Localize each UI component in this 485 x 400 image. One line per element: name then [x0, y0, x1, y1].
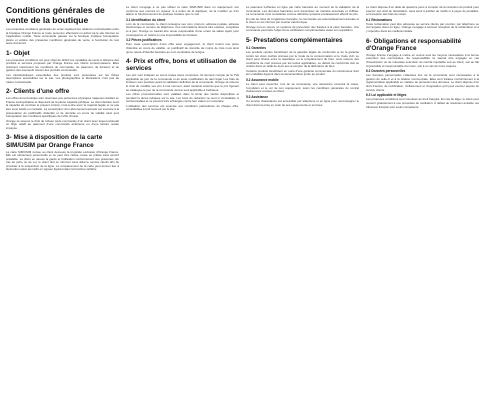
paragraph: Un service d'assistance est accessible par téléphone et en ligne pour accompagner le client dans la prise en main de ses équipements et services.: [246, 99, 359, 107]
paragraph: Orange se réserve le droit de refuser toute commande d'un client avec lequel existerait un litige relatif au paiement d'une commande antérieure ou d'une facture restée impayée.: [6, 118, 119, 130]
section-heading: 3- Mise à disposition de la carte SIM/USIM par Orange France: [6, 134, 103, 149]
paragraph: Les offres promotionnelles sont valables dans la limite des stocks disponibles et pendant la durée indiquée sur le site. Les bons de réduction ne sont ni cumulables ni remboursables et ne peuvent être échangés contre leur valeur en numéraire.: [126, 92, 239, 104]
paragraph: Les présentes conditions sont soumises au droit français. En cas de litige, le client peut recourir gratuitement à une procédure de médiation. À défaut de résolution amiable, les tribunaux français sont seuls compétents.: [366, 97, 479, 109]
subsection-heading: 5.3 Assistance: [246, 94, 269, 99]
document-title: Conditions générales de vente de la boutique: [6, 5, 105, 25]
paragraph: L'utilisation des services est soumise aux conditions particulières de chaque offre, consultables à tout moment sur le site.: [126, 103, 239, 112]
paragraph: Les caractéristiques essentielles des produits sont présentées sur les fiches descriptives accessibles sur le site. Les photographies et illustrations n'ont pas de valeur contractuelle.: [6, 72, 119, 84]
section-heading: 1- Objet: [6, 49, 30, 57]
paragraph: Les produits vendus bénéficient de la garantie légale de conformité et de la garantie contre les vices cachés prévues par le Code de la consommation et le Code civil. Le client peut choisir entre la réparation ou le remplacement du bien, sous réserve des conditions de coût prévues par les textes applicables. Le défaut de conformité doit se révéler dans un délai de deux ans à compter de la délivrance du bien.: [246, 50, 359, 69]
section-heading: 4- Prix et offre, bons et utilisation de services: [126, 58, 237, 73]
paragraph: Orange met en œuvre un système de prévention des fraudes à la carte bancaire. Une commande peut faire l'objet d'une vérification complémentaire avant son expédition.: [246, 24, 359, 33]
paragraph: Toute réclamation peut être adressée au service clients par courrier, par téléphone ou via l'espace client en ligne. Orange s'engage à accuser réception de la réclamation et à y répondre dans les meilleurs délais.: [366, 21, 479, 34]
column-3: [246, 6, 359, 396]
subsection-heading: 3.1 Identification du client: [126, 17, 166, 22]
paragraph: Lors de la commande, le client renseigne ses nom, prénom, adresse postale, adresse électronique et numéro de téléphone. Ces informations doivent être exactes, complètes et à jour. Orange ne saurait être tenue responsable d'une erreur de saisie ayant pour conséquence un retard ou une impossibilité de livraison.: [126, 21, 239, 37]
paragraph: En cas de refus de l'organisme bancaire, la commande est automatiquement annulée et le client en est informé par courrier électronique.: [246, 16, 359, 25]
section-heading: 2- Clients d'une offre: [6, 88, 70, 96]
paragraph: Les présentes conditions ont pour objet de définir les modalités de vente à distance des produits et services proposés par Orange France aux clients consommateurs. Elles précisent notamment les conditions de commande, de paiement, de livraison et de gestion des éventuels retours des produits commandés.: [6, 57, 119, 73]
paragraph: Le paiement s'effectue en ligne par carte bancaire au moment de la validation de la commande. Les données bancaires sont transmises de manière sécurisée et chiffrée. La commande n'est considérée comme définitive qu'après encaissement effectif du prix.: [246, 5, 359, 17]
section-heading: 5- Prestations complémentaires: [246, 36, 343, 44]
column-2: [126, 6, 239, 396]
paragraph: Le client peut souscrire, lors de sa commande, une assurance couvrant la casse, l'oxydation et le vol de son équipement, selon les conditions générales du contrat d'assurance remises au client.: [246, 82, 359, 94]
paragraph: Les offres de la boutique sont réservées aux personnes physiques majeures résidant en France métropolitaine et disposant de la pleine capacité juridique. Le client déclare avoir la capacité de conclure le présent contrat, c'est-à-dire avoir la majorité légale et ne pas être sous tutelle ou curatelle. La souscription d'un abonnement associé est soumise à la présentation de justificatifs d'identité et de domicile en cours de validité ainsi qu'à l'acceptation des conditions spécifiques de l'offre choisie.: [6, 96, 119, 119]
subsection-heading: 6.2 Données personnelles: [366, 69, 406, 74]
subsection-heading: 6.3 Loi applicable et litiges: [366, 93, 407, 98]
column-4: [366, 6, 479, 396]
paragraph: Certains produits bénéficient en outre d'une garantie commerciale du constructeur dont les modalités figurent dans la documentation jointe au produit.: [246, 68, 359, 77]
column-1: [6, 6, 119, 396]
subsection-heading: 6.1 Réclamations: [366, 17, 393, 22]
paragraph: Les données personnelles collectées lors de la commande sont nécessaires à la gestion de celle-ci et à la relation commerciale. Elles sont traitées conformément à la réglementation applicable en matière de protection des données. Le client dispose d'un droit d'accès, de rectification, d'effacement et d'opposition qu'il peut exercer auprès du service clients.: [366, 73, 479, 92]
paragraph: Les prix sont indiqués en euros toutes taxes comprises. Ils tiennent compte de la TVA applicable au jour de la commande et de toute modification du taux légal. Les frais de livraison sont précisés avant la validation définitive de la commande. Orange se réserve le droit de modifier ses prix à tout moment, étant toutefois entendu que le prix figurant au catalogue le jour de la commande sera le seul applicable à l'acheteur.: [126, 73, 239, 92]
paragraph: Pour toute souscription d'une offre avec engagement, le client fournit une pièce d'identité en cours de validité, un justificatif de domicile de moins de trois mois ainsi qu'un relevé d'identité bancaire au nom du titulaire de la ligne.: [126, 42, 239, 54]
paragraph: Orange France s'engage à mettre en œuvre tous les moyens nécessaires à la bonne exécution des commandes. Sa responsabilité ne saurait être engagée en cas d'inexécution ou de mauvaise exécution du contrat imputable soit au client, soit au fait imprévisible et insurmontable d'un tiers, soit à un cas de force majeure.: [366, 52, 479, 68]
subsection-heading: 5.1 Garanties: [246, 45, 267, 50]
subsection-heading: 5.2 Assurance mobile: [246, 77, 279, 82]
section-heading: 6- Obligations et responsabilité d'Orange France: [366, 37, 462, 52]
paragraph: La carte SIM/USIM remise au client demeure la propriété exclusive d'Orange France. Elle est strictement personnelle et ne peut être cédée, louée ou prêtée sans accord préalable. Le client en assure la garde et l'utilisation conformément aux présentes. En cas de perte ou de vol, le client doit en informer sans délai le service clients afin de procéder à la suspension de la ligne. Le remplacement de la carte peut donner lieu à facturation selon les tarifs en vigueur figurant dans la brochure tarifaire.: [6, 149, 119, 172]
subsection-heading: 3.2 Pièces justificatives: [126, 38, 162, 43]
paragraph: Le client dispose d'un délai de quatorze jours à compter de la réception du produit pour exercer son droit de rétractation, sans avoir à justifier de motifs ni à payer de pénalités, à l'exception des frais de retour.: [366, 5, 479, 17]
paragraph: Le client s'engage à ne pas utiliser la carte SIM/USIM dans un équipement non conforme aux normes en vigueur ni à tenter de la dupliquer, de la modifier ou d'en altérer le fonctionnement de quelque manière que ce soit.: [126, 5, 239, 17]
paragraph: Les présentes conditions générales de vente régissent les relations contractuelles entre la boutique Orange France et toute personne effectuant un achat via le site Internet ou l'application mobile. Toute commande passée sur la boutique implique l'acceptation pleine et entière des présentes conditions générales de vente, à l'exclusion de tout autre document.: [6, 27, 119, 46]
